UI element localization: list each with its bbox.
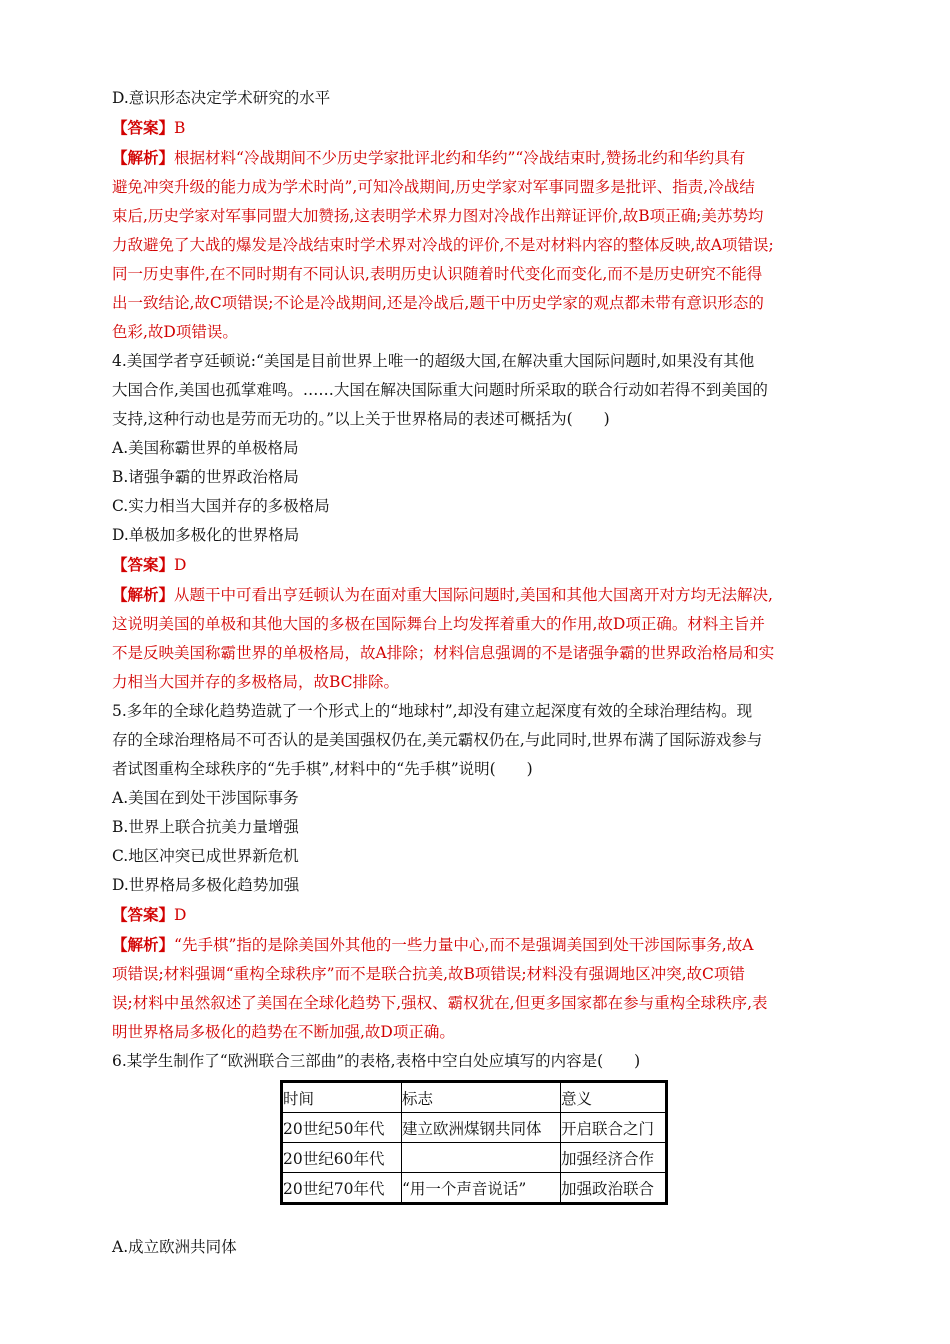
q4-explanation xyxy=(112,580,842,697)
q4-stem-line: 大国合作,美国也孤掌难鸣。……大国在解决国际重大问题时所采取的联合行动如若得不到美国的 xyxy=(112,381,768,399)
q6-table xyxy=(280,1080,668,1205)
q5-option-a: A.美国在到处干涉国际事务 xyxy=(112,789,299,807)
q4-answer-tag: 【答案】 xyxy=(112,555,175,574)
table-cell: 加强经济合作 xyxy=(561,1143,667,1173)
q3-answer-value: B xyxy=(174,119,186,137)
q6-option-a: A.成立欧洲共同体 xyxy=(112,1238,237,1256)
q3-explain-line: 色彩,故D项错误。 xyxy=(112,323,238,341)
q3-explain-line: 根据材料“冷战期间不少历史学家批评北约和华约”“冷战结束时,赞扬北约和华约具有 xyxy=(174,149,746,167)
q4-stem xyxy=(112,347,842,434)
q4-explain-line: 力相当大国并存的多极格局，故BC排除。 xyxy=(112,673,400,691)
q4-answer xyxy=(112,550,842,580)
table-row xyxy=(282,1143,667,1173)
q5-stem-line: 者试图重构全球秩序的“先手棋”,材料中的“先手棋”说明( ) xyxy=(112,760,533,778)
q4-explain-line: 不是反映美国称霸世界的单极格局，故A排除；材料信息强调的不是诸强争霸的世界政治格局和实 xyxy=(112,644,775,662)
q5-option-d: D.世界格局多极化趋势加强 xyxy=(112,876,300,894)
q6-stem: 6.某学生制作了“欧洲联合三部曲”的表格,表格中空白处应填写的内容是( ) xyxy=(112,1052,641,1070)
q3-answer-tag: 【答案】 xyxy=(112,118,175,137)
q5-explain-line: “先手棋”指的是除美国外其他的一些力量中心,而不是强调美国到处干涉国际事务,故A xyxy=(174,936,754,954)
table-cell: 20世纪70年代 xyxy=(282,1173,402,1204)
q5-answer-tag: 【答案】 xyxy=(112,905,175,924)
table-cell: 20世纪60年代 xyxy=(282,1143,402,1173)
q5-stem xyxy=(112,697,842,784)
q5-explain-line: 项错误;材料强调“重构全球秩序”而不是联合抗美,故B项错误;材料没有强调地区冲突,故C项错 xyxy=(112,965,745,983)
q5-stem-line: 5.多年的全球化趋势造就了一个形式上的“地球村”,却没有建立起深度有效的全球治理结构。现 xyxy=(112,702,753,720)
q4-option-a: A.美国称霸世界的单极格局 xyxy=(112,439,299,457)
q3-explain-line: 避免冲突升级的能力成为学术时尚”,可知冷战期间,历史学家对军事同盟多是批评、指责,冷战结 xyxy=(112,178,755,196)
q4-stem-line: 4.美国学者亨廷顿说:“美国是目前世界上唯一的超级大国,在解决重大国际问题时,如果没有其他 xyxy=(112,352,755,370)
q5-option-b: B.世界上联合抗美力量增强 xyxy=(112,818,299,836)
q3-option-d: D.意识形态决定学术研究的水平 xyxy=(112,89,331,107)
table-row xyxy=(282,1173,667,1204)
table-header-cell: 标志 xyxy=(402,1082,561,1113)
table-header-cell: 时间 xyxy=(282,1082,402,1113)
q5-option-c: C.地区冲突已成世界新危机 xyxy=(112,847,299,865)
table-cell-blank xyxy=(402,1143,561,1173)
q4-stem-line: 支持,这种行动也是劳而无功的。”以上关于世界格局的表述可概括为( ) xyxy=(112,410,610,428)
table-cell: 加强政治联合 xyxy=(561,1173,667,1204)
q4-explain-tag: 【解析】 xyxy=(112,585,175,604)
q3-answer xyxy=(112,113,842,143)
q5-answer-value: D xyxy=(174,906,187,924)
q3-explain-line: 力敌避免了大战的爆发是冷战结束时学术界对冷战的评价,不是对材料内容的整体反映,故A项错误; xyxy=(112,236,774,254)
table-row xyxy=(282,1113,667,1143)
q4-option-d: D.单极加多极化的世界格局 xyxy=(112,526,300,544)
q3-explain-line: 同一历史事件,在不同时期有不同认识,表明历史认识随着时代变化而变化,而不是历史研究不能得 xyxy=(112,265,763,283)
q5-explain-tag: 【解析】 xyxy=(112,935,175,954)
q3-explain-line: 束后,历史学家对军事同盟大加赞扬,这表明学术界力图对冷战作出辩证评价,故B项正确;美苏势均 xyxy=(112,207,764,225)
q3-explanation xyxy=(112,143,842,347)
q3-explain-tag: 【解析】 xyxy=(112,148,175,167)
q5-stem-line: 存的全球治理格局不可否认的是美国强权仍在,美元霸权仍在,与此同时,世界布满了国际游戏参与 xyxy=(112,731,763,749)
q4-option-b: B.诸强争霸的世界政治格局 xyxy=(112,468,299,486)
q4-explain-line: 这说明美国的单极和其他大国的多极在国际舞台上均发挥着重大的作用,故D项正确。材料主旨并 xyxy=(112,615,765,633)
document-page xyxy=(112,84,842,1262)
table-header-row xyxy=(282,1082,667,1113)
table-cell: “用一个声音说话” xyxy=(402,1173,561,1204)
q5-explain-line: 明世界格局多极化的趋势在不断加强,故D项正确。 xyxy=(112,1023,455,1041)
table-cell: 开启联合之门 xyxy=(561,1113,667,1143)
q5-explanation xyxy=(112,930,842,1047)
table-cell: 建立欧洲煤钢共同体 xyxy=(402,1113,561,1143)
q4-answer-value: D xyxy=(174,556,187,574)
q5-answer xyxy=(112,900,842,930)
q4-option-c: C.实力相当大国并存的多极格局 xyxy=(112,497,330,515)
table-cell: 20世纪50年代 xyxy=(282,1113,402,1143)
table-header-cell: 意义 xyxy=(561,1082,667,1113)
q4-explain-line: 从题干中可看出亨廷顿认为在面对重大国际问题时,美国和其他大国离开对方均无法解决, xyxy=(174,586,773,604)
q5-explain-line: 误;材料中虽然叙述了美国在全球化趋势下,强权、霸权犹在,但更多国家都在参与重构全球秩序,表 xyxy=(112,994,768,1012)
q3-explain-line: 出一致结论,故C项错误;不论是冷战期间,还是冷战后,题干中历史学家的观点都未带有意识形态的 xyxy=(112,294,764,312)
